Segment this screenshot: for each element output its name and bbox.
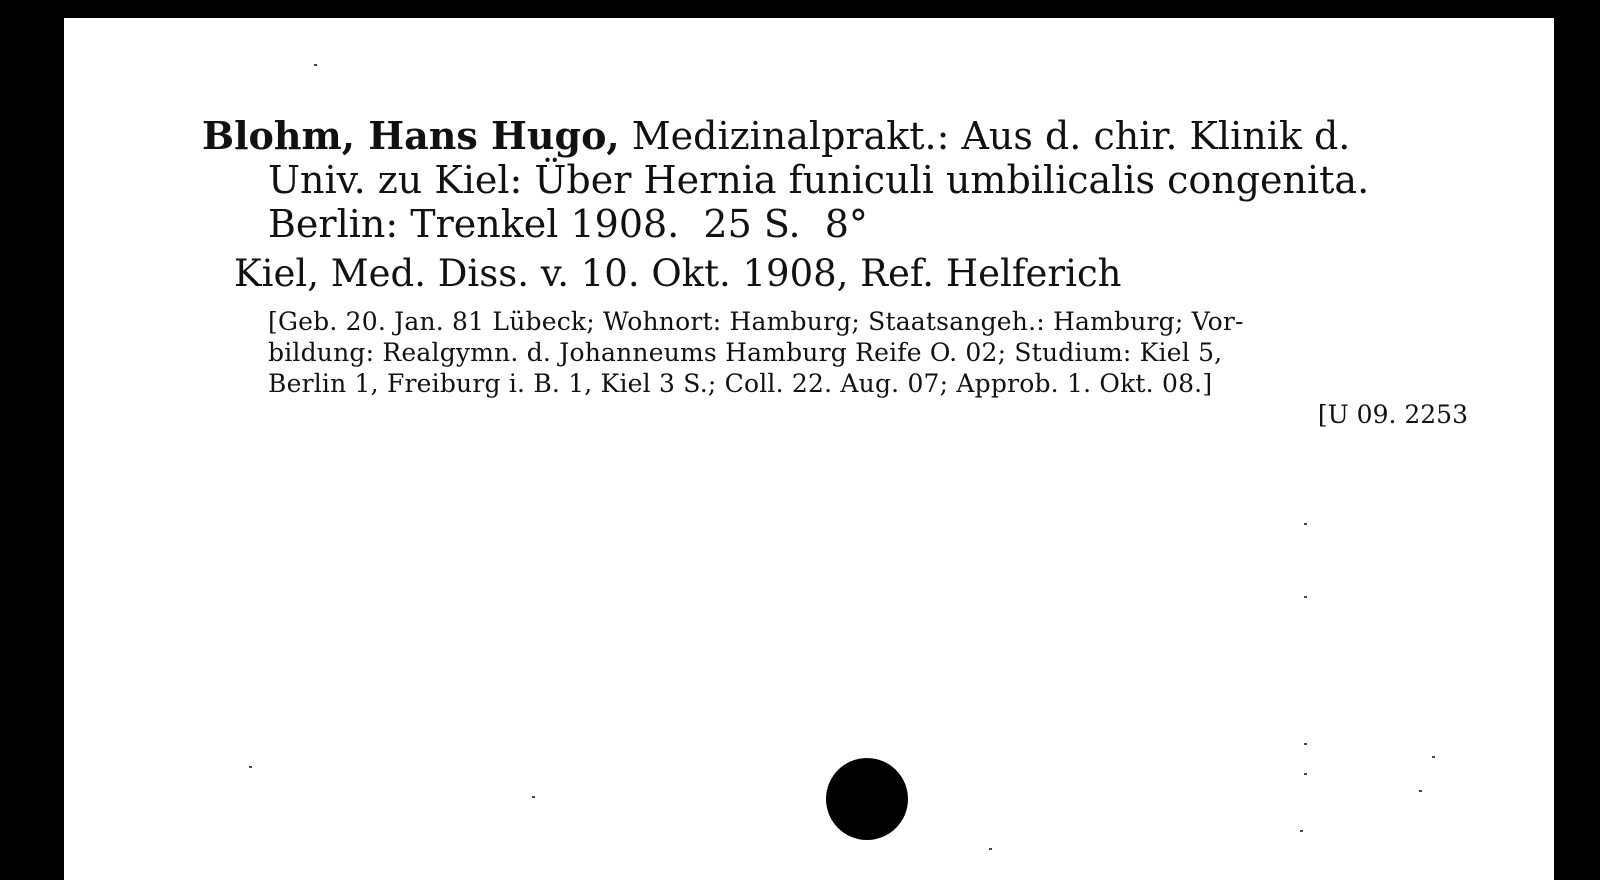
dust-speck [1304, 596, 1307, 598]
author-name: Blohm, Hans Hugo, [202, 113, 620, 158]
dust-speck [989, 848, 992, 850]
dust-speck [1432, 756, 1435, 758]
dust-speck [249, 766, 252, 768]
biographical-note [268, 306, 1468, 399]
dust-speck [532, 796, 535, 798]
shelf-reference: [U 09. 2253 [1317, 400, 1468, 429]
title-block [202, 114, 1502, 158]
catalog-card [64, 18, 1554, 880]
title-line-2: Univ. zu Kiel: Über Hernia funiculi umbilicalis congenita. [268, 158, 1370, 202]
catalog-entry [202, 114, 1502, 430]
dust-speck [1304, 743, 1307, 745]
dust-speck [314, 64, 317, 66]
dissertation-note: Kiel, Med. Diss. v. 10. Okt. 1908, Ref. Helferich [234, 252, 1122, 295]
bio-line: Berlin 1, Freiburg i. B. 1, Kiel 3 S.; Coll. 22. Aug. 07; Approb. 1. Okt. 08.] [268, 369, 1213, 398]
bio-line: bildung: Realgymn. d. Johanneums Hamburg Reife O. 02; Studium: Kiel 5, [268, 338, 1223, 367]
dust-speck [1300, 830, 1303, 832]
dust-speck [1419, 790, 1422, 792]
imprint-line: Berlin: Trenkel 1908. 25 S. 8° [268, 202, 868, 246]
punch-hole [826, 758, 908, 840]
title-line-1: Medizinalprakt.: Aus d. chir. Klinik d. [631, 114, 1351, 158]
bio-line: [Geb. 20. Jan. 81 Lübeck; Wohnort: Hamburg; Staatsangeh.: Hamburg; Vor- [268, 307, 1244, 336]
dust-speck [1304, 773, 1307, 775]
dust-speck [1304, 523, 1307, 525]
